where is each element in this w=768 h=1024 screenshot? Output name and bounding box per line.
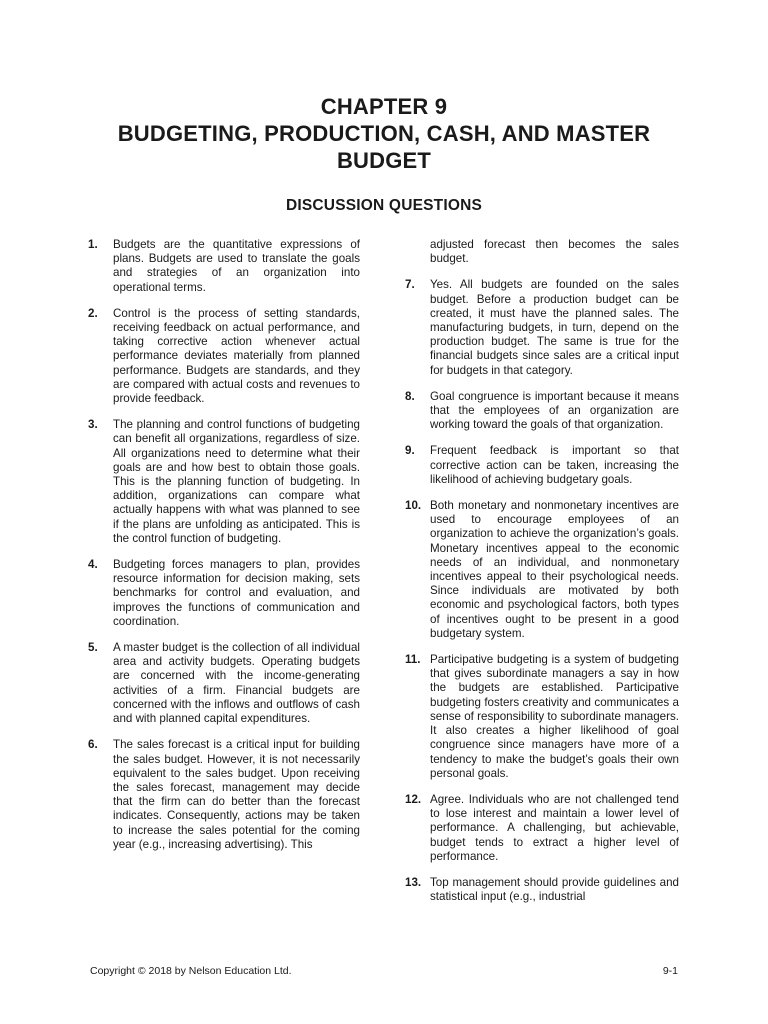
page-footer (90, 965, 678, 977)
question-item (88, 641, 360, 726)
question-item (405, 653, 679, 781)
chapter-number: CHAPTER 9 (320, 94, 448, 119)
question-number: 9. (405, 444, 415, 458)
question-text: Control is the process of setting standards, receiving feedback on actual performance, and taking corrective action whenever actual performance deviates materially from planned performance. Budgets are standards, and they are compared with actual costs and revenues to provide feedback. (113, 306, 360, 406)
question-item (405, 876, 679, 904)
question-number: 3. (88, 418, 98, 432)
continued-text: adjusted forecast then becomes the sales budget. (430, 238, 679, 266)
question-text: Yes. All budgets are founded on the sales budget. Before a production budget can be created, it must have the planned sales. The manufacturing budgets, in turn, depend on the production budget. The same is true for the financial budgets since sales are a critical input for budgets in that category. (430, 278, 679, 377)
question-item (405, 390, 679, 433)
question-text: Participative budgeting is a system of budgeting that gives subordinate managers a say in how the budgets are established. Participative budgeting fosters creativity and communicates a sense of responsibility to subordinate managers. It also creates a higher likelihood of goal congruence since managers have more of a tendency to make the budget’s goals their own personal goals. (430, 653, 679, 780)
question-text: Budgets are the quantitative expressions of plans. Budgets are used to translate the goals and strategies of an organization into operational terms. (113, 238, 360, 294)
question-number: 6. (88, 738, 98, 752)
page-number: 9-1 (662, 965, 678, 977)
question-text: Top management should provide guidelines and statistical input (e.g., industrial (430, 875, 679, 904)
question-item (88, 238, 360, 295)
question-item (405, 278, 679, 377)
right-column (405, 238, 679, 916)
question-number: 13. (405, 875, 422, 889)
question-number: 2. (88, 306, 98, 320)
question-item (88, 307, 360, 406)
question-text: Both monetary and nonmonetary incentives are used to encourage employees of an organization to achieve the organization’s goals. Monetary incentives appeal to the economic needs of an individual, and nonmonetary incentives appeal to their psychological needs. Since individuals are motivated by both economic and psychological factors, both types of incentives ought to be present in a good budgetary system. (430, 499, 679, 640)
question-number: 7. (405, 278, 415, 292)
question-number: 11. (405, 653, 421, 667)
question-text: The sales forecast is a critical input for building the sales budget. However, it is not necessarily equivalent to the sales budget. Upon receiving the sales forecast, management may decide that the firm can do better than the forecast indicates. Consequently, actions may be taken to increase the sales potential for the coming year (e.g., increasing advertising). This (113, 738, 360, 851)
question-number: 5. (88, 641, 98, 655)
question-item (88, 738, 360, 852)
chapter-title-line2: BUDGET (336, 148, 432, 173)
question-item (405, 793, 679, 864)
question-number: 10. (405, 499, 422, 513)
question-text: Frequent feedback is important so that corrective action can be taken, increasing the likelihood of achieving budgetary goals. (430, 444, 679, 486)
question-text: Agree. Individuals who are not challenged tend to lose interest and maintain a lower level of performance. A challenging, but achievable, budget tends to extract a higher level of performance. (430, 792, 679, 863)
question-text: The planning and control functions of budgeting can benefit all organizations, regardless of size. All organizations need to determine what their goals are and how best to obtain those goals. This is the planning function of budgeting. In addition, organizations can compare what actually happens with what was planned to see if the plans are unfolding as anticipated. This is the control function of budgeting. (113, 418, 360, 545)
question-item (405, 499, 679, 641)
question-item (88, 558, 360, 629)
left-column (88, 238, 360, 864)
question-item (88, 418, 360, 546)
question-text: A master budget is the collection of all individual area and activity budgets. Operating budgets are concerned with the income-generating activities of a firm. Financial budgets are concerned with the inflows and outflows of cash and with planned capital expenditures. (113, 641, 360, 726)
chapter-header (0, 93, 768, 174)
question-text: Goal congruence is important because it means that the employees of an organization are working toward the goals of that organization. (430, 389, 679, 432)
section-heading: DISCUSSION QUESTIONS (285, 197, 483, 214)
question-number: 12. (405, 792, 422, 806)
question-number: 8. (405, 389, 415, 403)
question-item (405, 444, 679, 487)
copyright-notice: Copyright © 2018 by Nelson Education Ltd. (90, 965, 292, 977)
question-number: 4. (88, 558, 98, 572)
question-text: Budgeting forces managers to plan, provides resource information for decision making, sets benchmarks for control and evaluation, and improves the functions of communication and coordination. (113, 558, 360, 628)
question-number: 1. (88, 238, 98, 251)
chapter-title-line1: BUDGETING, PRODUCTION, CASH, AND MASTER (117, 121, 651, 146)
